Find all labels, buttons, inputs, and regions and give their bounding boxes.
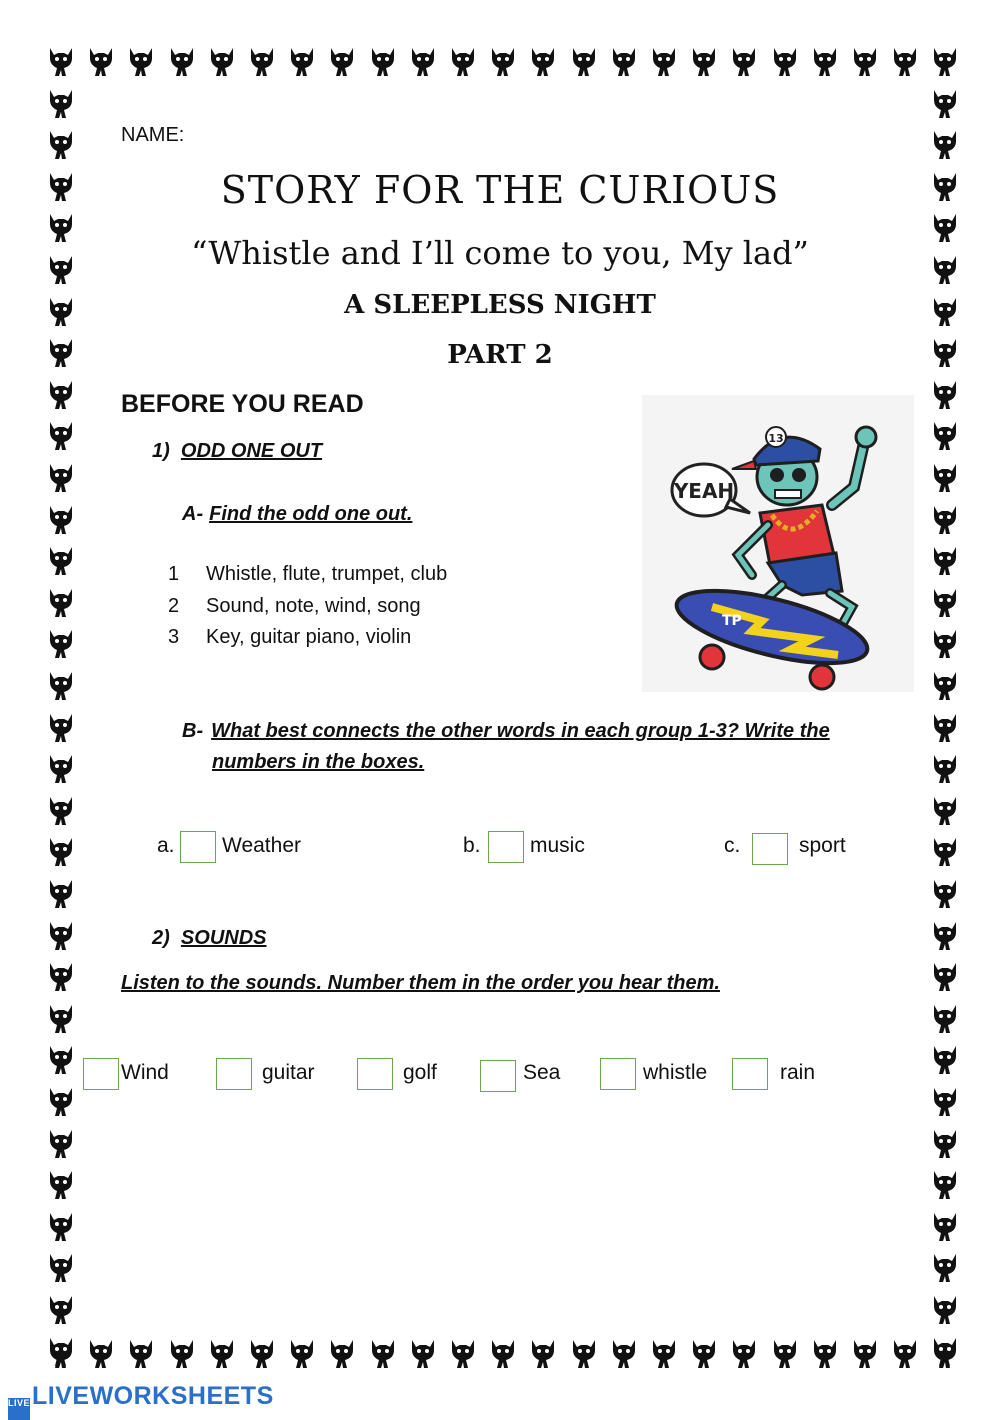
black-cat-icon <box>928 751 962 785</box>
black-cat-icon <box>44 668 78 702</box>
skeleton-skateboard-illustration <box>642 395 914 692</box>
black-cat-icon <box>44 1292 78 1326</box>
part-heading: PART 2 <box>447 340 553 370</box>
list-item <box>168 563 447 586</box>
black-cat-icon <box>446 44 480 78</box>
black-cat-icon <box>526 1336 560 1370</box>
cap-number: 13 <box>768 432 784 445</box>
taskB-text-line2: numbers in the boxes. <box>212 751 425 773</box>
item-text: Key, guitar piano, violin <box>206 626 412 648</box>
black-cat-icon <box>928 1336 962 1370</box>
black-cat-icon <box>928 127 962 161</box>
name-label: NAME: <box>121 124 185 146</box>
black-cat-icon <box>44 44 78 78</box>
black-cat-icon <box>44 1042 78 1076</box>
black-cat-icon <box>607 44 641 78</box>
section2-instruction <box>121 972 720 995</box>
black-cat-icon <box>44 1334 78 1368</box>
black-cat-icon <box>687 1336 721 1370</box>
black-cat-icon <box>245 44 279 78</box>
answer-box-b[interactable] <box>488 831 524 863</box>
black-cat-icon <box>928 1001 962 1035</box>
black-cat-icon <box>44 86 78 120</box>
black-cat-icon <box>928 793 962 827</box>
black-cat-icon <box>44 959 78 993</box>
black-cat-icon <box>44 127 78 161</box>
before-you-read-heading: BEFORE YOU READ <box>121 390 364 418</box>
taskB-letter: B- <box>182 720 204 742</box>
black-cat-icon <box>928 543 962 577</box>
black-cat-icon <box>44 1209 78 1243</box>
black-cat-icon <box>84 1336 118 1370</box>
black-cat-icon <box>727 44 761 78</box>
black-cat-icon <box>406 1336 440 1370</box>
sound-box-whistle[interactable] <box>600 1058 636 1090</box>
black-cat-icon <box>446 1336 480 1370</box>
black-cat-icon <box>768 44 802 78</box>
option-a-label: Weather <box>222 834 301 857</box>
black-cat-icon <box>44 793 78 827</box>
black-cat-icon <box>928 1334 962 1368</box>
black-cat-icon <box>124 44 158 78</box>
black-cat-icon <box>124 1336 158 1370</box>
black-cat-icon <box>567 44 601 78</box>
sound-label: golf <box>403 1061 437 1084</box>
black-cat-icon <box>928 86 962 120</box>
black-cat-icon <box>928 1250 962 1284</box>
black-cat-icon <box>928 959 962 993</box>
section2-title: SOUNDS <box>180 927 267 949</box>
black-cat-icon <box>205 44 239 78</box>
section1-heading <box>152 440 322 463</box>
black-cat-icon <box>928 710 962 744</box>
black-cat-icon <box>928 918 962 952</box>
black-cat-icon <box>44 1126 78 1160</box>
black-cat-icon <box>928 1042 962 1076</box>
black-cat-icon <box>165 1336 199 1370</box>
list-item <box>168 626 411 649</box>
black-cat-icon <box>687 44 721 78</box>
black-cat-icon <box>285 44 319 78</box>
board-text: TP <box>722 613 742 629</box>
black-cat-icon <box>245 1336 279 1370</box>
black-cat-icon <box>44 751 78 785</box>
taskA-text: Find the odd one out. <box>209 503 413 525</box>
sound-box-wind[interactable] <box>83 1058 119 1090</box>
black-cat-icon <box>928 1126 962 1160</box>
black-cat-icon <box>928 460 962 494</box>
black-cat-icon <box>808 1336 842 1370</box>
item-text: Whistle, flute, trumpet, club <box>206 563 448 585</box>
black-cat-icon <box>44 1001 78 1035</box>
black-cat-icon <box>928 1084 962 1118</box>
black-cat-icon <box>928 418 962 452</box>
black-cat-icon <box>366 1336 400 1370</box>
list-item <box>168 595 421 618</box>
black-cat-icon <box>727 1336 761 1370</box>
option-c-letter: c. <box>724 834 741 857</box>
black-cat-icon <box>325 1336 359 1370</box>
brand-mark-icon: LIVE <box>8 1398 30 1420</box>
section1-title: ODD ONE OUT <box>180 440 323 462</box>
black-cat-icon <box>44 1336 78 1370</box>
answer-box-a[interactable] <box>180 831 216 863</box>
section2-heading <box>152 927 267 950</box>
black-cat-icon <box>928 1292 962 1326</box>
black-cat-icon <box>928 1209 962 1243</box>
answer-box-c[interactable] <box>752 833 788 865</box>
black-cat-icon <box>44 834 78 868</box>
black-cat-icon <box>486 1336 520 1370</box>
black-cat-icon <box>848 1336 882 1370</box>
brand-text: LIVEWORKSHEETS <box>32 1382 274 1410</box>
black-cat-icon <box>928 585 962 619</box>
black-cat-icon <box>285 1336 319 1370</box>
black-cat-icon <box>928 1167 962 1201</box>
sound-box-golf[interactable] <box>357 1058 393 1090</box>
sound-label: whistle <box>643 1061 708 1084</box>
sound-label: Sea <box>523 1061 561 1084</box>
black-cat-icon <box>165 44 199 78</box>
liveworksheets-logo[interactable] <box>8 1382 274 1420</box>
black-cat-icon <box>888 44 922 78</box>
black-cat-icon <box>888 1336 922 1370</box>
sound-label: rain <box>780 1061 816 1084</box>
item-number: 2 <box>168 595 180 617</box>
option-b-letter: b. <box>463 834 481 857</box>
option-c-label: sport <box>799 834 846 857</box>
black-cat-icon <box>44 585 78 619</box>
black-cat-icon <box>607 1336 641 1370</box>
black-cat-icon <box>44 502 78 536</box>
black-cat-icon <box>647 1336 681 1370</box>
sound-label: guitar <box>262 1061 315 1084</box>
black-cat-icon <box>325 44 359 78</box>
black-cat-icon <box>366 44 400 78</box>
black-cat-icon <box>84 44 118 78</box>
taskA-instruction <box>182 503 412 526</box>
black-cat-icon <box>526 44 560 78</box>
taskB-instruction <box>182 716 882 778</box>
black-cat-icon <box>928 668 962 702</box>
black-cat-icon <box>44 1084 78 1118</box>
black-cat-icon <box>44 1250 78 1284</box>
item-number: 1 <box>168 563 180 585</box>
black-cat-icon <box>768 1336 802 1370</box>
black-cat-icon <box>44 460 78 494</box>
black-cat-icon <box>44 543 78 577</box>
black-cat-icon <box>44 418 78 452</box>
black-cat-icon <box>928 44 962 78</box>
story-subtitle: “Whistle and I’ll come to you, My lad” <box>191 234 809 272</box>
section2-instruction-text: Listen to the sounds. Number them in the order you hear them. <box>121 972 720 994</box>
taskB-text-line1: What best connects the other words in each group 1-3? Write the <box>211 720 830 742</box>
black-cat-icon <box>44 876 78 910</box>
sound-box-guitar[interactable] <box>216 1058 252 1090</box>
black-cat-icon <box>848 44 882 78</box>
sound-box-sea[interactable] <box>480 1060 516 1092</box>
black-cat-icon <box>406 44 440 78</box>
black-cat-icon <box>44 1167 78 1201</box>
item-text: Sound, note, wind, song <box>206 595 421 617</box>
black-cat-icon <box>44 626 78 660</box>
black-cat-icon <box>928 377 962 411</box>
black-cat-icon <box>205 1336 239 1370</box>
black-cat-icon <box>44 918 78 952</box>
black-cat-icon <box>928 876 962 910</box>
black-cat-icon <box>486 44 520 78</box>
option-a-letter: a. <box>157 834 175 857</box>
chapter-heading: A SLEEPLESS NIGHT <box>344 290 656 320</box>
black-cat-icon <box>567 1336 601 1370</box>
item-number: 3 <box>168 626 180 648</box>
taskA-letter: A- <box>182 503 204 525</box>
black-cat-icon <box>928 502 962 536</box>
black-cat-icon <box>44 710 78 744</box>
black-cat-icon <box>928 834 962 868</box>
sound-box-rain[interactable] <box>732 1058 768 1090</box>
sound-label: Wind <box>121 1061 169 1084</box>
black-cat-icon <box>44 377 78 411</box>
speech-text: YEAH <box>673 479 735 503</box>
option-b-label: music <box>530 834 585 857</box>
black-cat-icon <box>647 44 681 78</box>
section2-number: 2) <box>152 927 170 949</box>
section1-number: 1) <box>152 440 170 462</box>
black-cat-icon <box>928 626 962 660</box>
black-cat-icon <box>808 44 842 78</box>
worksheet-title: STORY FOR THE CURIOUS <box>220 168 780 212</box>
